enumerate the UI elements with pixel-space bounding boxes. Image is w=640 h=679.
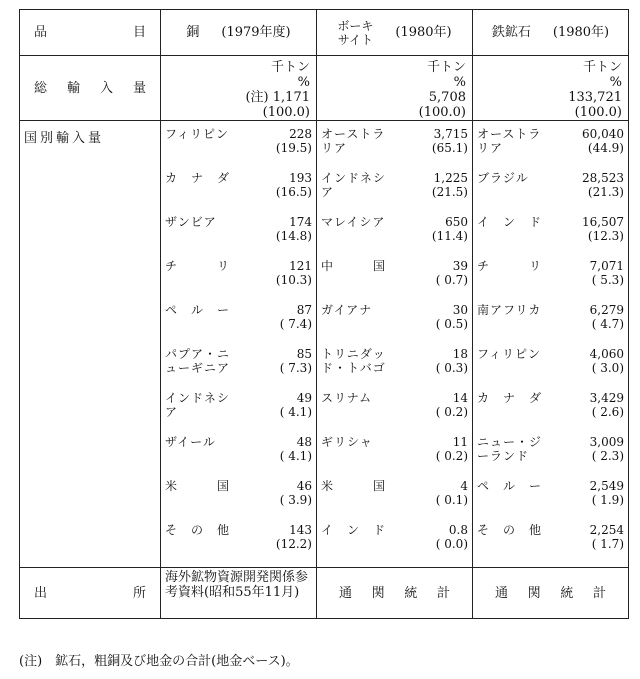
country-name <box>477 215 557 259</box>
country-pct: ( 3.0) <box>591 361 624 375</box>
header-item-char: 品 <box>34 25 48 40</box>
country-pct: ( 1.9) <box>591 493 624 507</box>
header-item <box>20 10 161 56</box>
country-value: 3,009 <box>589 435 624 449</box>
country-pct: ( 3.9) <box>279 493 312 507</box>
note-marker: (注) <box>245 90 269 105</box>
country-entry <box>161 215 316 259</box>
country-pct: ( 0.1) <box>435 493 468 507</box>
country-name <box>321 347 401 391</box>
country-pct: (65.1) <box>431 141 468 155</box>
country-value: 14 <box>452 391 468 405</box>
total-copper-value: 1,171 <box>272 90 310 105</box>
country-name <box>321 523 401 567</box>
country-value: 143 <box>289 523 312 537</box>
import-volume-table <box>19 9 629 619</box>
country-pct: ( 0.3) <box>435 361 468 375</box>
country-name <box>165 303 245 347</box>
header-row <box>20 10 629 56</box>
country-pct: ( 4.1) <box>279 449 312 463</box>
country-pct: ( 0.2) <box>435 405 468 419</box>
country-name-line1: イ ン ド <box>321 523 387 537</box>
country-name-line1: ギリシャ <box>321 435 373 449</box>
header-copper-year: (1979年度) <box>221 25 291 40</box>
source-iron-char: 統 <box>560 585 574 601</box>
country-value: 174 <box>289 215 312 229</box>
by-country-label-text: 国別輸入量 <box>24 131 105 146</box>
country-name <box>165 479 245 523</box>
country-name <box>477 391 557 435</box>
country-name-line1: パプア・ニ <box>165 347 231 361</box>
source-bauxite-char: 統 <box>404 585 418 601</box>
country-name <box>321 391 401 435</box>
country-entry <box>317 215 472 259</box>
source-row <box>20 568 629 619</box>
country-values <box>436 259 468 303</box>
total-label-char: 総 <box>34 80 48 96</box>
country-name <box>477 435 557 479</box>
country-values <box>276 259 312 303</box>
total-label-char: 入 <box>99 80 113 96</box>
country-name <box>321 259 401 303</box>
total-iron-pct: (100.0) <box>574 105 622 120</box>
country-value: 28,523 <box>582 171 624 185</box>
country-values <box>436 435 468 479</box>
header-iron-year: (1980年) <box>552 25 610 40</box>
country-name <box>165 391 245 435</box>
country-value: 1,225 <box>433 171 468 185</box>
country-pct: ( 0.5) <box>435 317 468 331</box>
country-name-line1: 米 国 <box>165 479 231 493</box>
total-bauxite-value: 5,708 <box>428 90 466 105</box>
country-name <box>165 523 245 567</box>
total-label <box>20 56 161 121</box>
country-name-line2: リア <box>321 141 348 155</box>
total-unit-pct: % <box>609 75 622 90</box>
country-name <box>321 303 401 347</box>
country-name-line2: ア <box>165 405 179 419</box>
total-label-char: 輸 <box>66 80 80 96</box>
country-name-line1: インドネシ <box>165 391 230 405</box>
country-pct: ( 0.0) <box>435 537 468 551</box>
country-name-line1: オーストラ <box>321 127 386 141</box>
country-entry <box>473 215 628 259</box>
country-values <box>590 523 624 567</box>
country-name <box>165 259 245 303</box>
country-name <box>321 215 401 259</box>
country-pct: ( 2.6) <box>591 405 624 419</box>
country-entry <box>317 347 472 391</box>
country-values <box>280 303 312 347</box>
country-entry <box>317 171 472 215</box>
country-entry <box>317 259 472 303</box>
country-value: 48 <box>296 435 312 449</box>
source-iron-char: 関 <box>527 585 541 601</box>
country-pct: ( 1.7) <box>591 537 624 551</box>
country-name <box>321 127 401 171</box>
country-values <box>432 171 468 215</box>
country-value: 193 <box>289 171 312 185</box>
country-value: 3,715 <box>433 127 468 141</box>
total-iron-value: 133,721 <box>568 90 622 105</box>
country-name-line1: ブラジル <box>477 171 529 185</box>
country-entry <box>473 127 628 171</box>
country-values <box>582 215 624 259</box>
country-values <box>280 435 312 479</box>
country-values <box>590 391 624 435</box>
country-value: 87 <box>296 303 312 317</box>
country-name-line1: 南アフリカ <box>477 303 542 317</box>
country-name <box>477 303 557 347</box>
country-entry <box>317 127 472 171</box>
country-pct: (19.5) <box>275 141 312 155</box>
source-copper-text: 海外鉱物資源開発関係参考資料(昭和55年11月) <box>165 570 309 600</box>
by-country-label <box>20 121 161 568</box>
header-copper-name: 銅 <box>186 25 200 40</box>
source-bauxite-char: 関 <box>371 585 385 601</box>
country-values <box>276 215 312 259</box>
country-pct: ( 7.3) <box>279 361 312 375</box>
country-value: 49 <box>296 391 312 405</box>
country-pct: ( 0.2) <box>435 449 468 463</box>
header-bauxite-year: (1980年) <box>395 25 452 40</box>
country-name-line1: トリニダッ <box>321 347 386 361</box>
country-pct: ( 4.1) <box>279 405 312 419</box>
country-entry <box>317 523 472 567</box>
source-label <box>20 568 161 619</box>
country-name-line1: カ ナ ダ <box>165 171 231 185</box>
country-pct: (21.5) <box>431 185 468 199</box>
country-values <box>276 127 312 171</box>
country-pct: ( 7.4) <box>279 317 312 331</box>
country-value: 2,549 <box>589 479 624 493</box>
total-unit: 千トン <box>582 60 622 75</box>
source-bauxite <box>317 568 473 619</box>
source-iron-char: 計 <box>592 585 606 601</box>
by-country-row <box>20 121 629 568</box>
header-iron-name: 鉄鉱石 <box>491 25 531 40</box>
country-value: 11 <box>452 435 468 449</box>
country-name-line1: フィリピン <box>165 127 230 141</box>
country-values <box>436 303 468 347</box>
country-value: 18 <box>452 347 468 361</box>
country-name-line1: 米 国 <box>321 479 387 493</box>
country-value: 7,071 <box>589 259 624 273</box>
country-name <box>321 435 401 479</box>
country-entry <box>161 171 316 215</box>
country-entry <box>161 259 316 303</box>
country-pct: (16.5) <box>275 185 312 199</box>
country-pct: (12.3) <box>587 229 624 243</box>
country-pct: (44.9) <box>587 141 624 155</box>
country-values <box>276 171 312 215</box>
country-values <box>436 523 468 567</box>
country-value: 121 <box>289 259 312 273</box>
country-values <box>276 523 312 567</box>
country-value: 6,279 <box>589 303 624 317</box>
source-bauxite-char: 計 <box>436 585 450 601</box>
country-value: 228 <box>289 127 312 141</box>
header-bauxite-name2: サイト <box>337 32 373 47</box>
country-values <box>436 347 468 391</box>
header-item-char: 目 <box>132 25 146 40</box>
country-name-line2: リア <box>477 141 504 155</box>
country-values <box>432 215 468 259</box>
country-entry <box>161 523 316 567</box>
country-name <box>477 259 557 303</box>
country-name-line2: ア <box>321 185 335 199</box>
source-label-char: 所 <box>132 585 146 601</box>
country-values <box>590 347 624 391</box>
bauxite-country-list <box>317 121 473 568</box>
country-entry <box>317 435 472 479</box>
country-entry <box>473 347 628 391</box>
country-entry <box>161 347 316 391</box>
country-name <box>165 435 245 479</box>
country-name-line1: ペ ル ー <box>165 303 231 317</box>
country-pct: ( 0.7) <box>435 273 468 287</box>
country-entry <box>317 391 472 435</box>
country-name-line1: オーストラ <box>477 127 542 141</box>
footnote: (注) 鉱石，粗銅及び地金の合計(地金ベース)。 <box>19 654 299 669</box>
country-name-line1: ザイール <box>165 435 216 449</box>
country-values <box>280 391 312 435</box>
total-iron <box>473 56 629 121</box>
country-entry <box>473 391 628 435</box>
header-copper <box>161 10 317 56</box>
country-entry <box>161 303 316 347</box>
country-pct: ( 4.7) <box>591 317 624 331</box>
country-pct: (11.4) <box>431 229 468 243</box>
country-value: 16,507 <box>582 215 624 229</box>
country-entry <box>473 479 628 523</box>
country-value: 46 <box>296 479 312 493</box>
iron-country-list <box>473 121 629 568</box>
country-name-line1: チ リ <box>477 259 543 273</box>
country-values <box>590 435 624 479</box>
country-values <box>590 259 624 303</box>
total-copper-pct: (100.0) <box>262 105 310 120</box>
country-name <box>477 347 557 391</box>
country-entry <box>317 303 472 347</box>
total-bauxite-pct: (100.0) <box>418 105 466 120</box>
country-entry <box>161 127 316 171</box>
country-value: 39 <box>452 259 468 273</box>
country-name <box>165 215 245 259</box>
country-value: 85 <box>296 347 312 361</box>
country-name <box>477 171 557 215</box>
country-name <box>477 127 557 171</box>
country-name-line1: インドネシ <box>321 171 386 185</box>
country-name-line1: カ ナ ダ <box>477 391 543 405</box>
country-value: 30 <box>452 303 468 317</box>
country-name <box>165 127 245 171</box>
country-values <box>432 127 468 171</box>
total-unit-pct: % <box>453 75 466 90</box>
country-values <box>280 479 312 523</box>
country-values <box>590 303 624 347</box>
country-entry <box>473 171 628 215</box>
country-name-line1: ペ ル ー <box>477 479 543 493</box>
country-pct: (12.2) <box>275 537 312 551</box>
country-value: 0.8 <box>448 523 468 537</box>
country-value: 60,040 <box>582 127 624 141</box>
country-name-line1: そ の 他 <box>165 523 231 537</box>
source-iron <box>473 568 629 619</box>
header-iron <box>473 10 629 56</box>
country-entry <box>161 391 316 435</box>
country-name-line1: スリナム <box>321 391 373 405</box>
country-value: 650 <box>445 215 468 229</box>
country-value: 2,254 <box>589 523 624 537</box>
copper-country-list <box>161 121 317 568</box>
country-name <box>321 171 401 215</box>
total-copper <box>161 56 317 121</box>
country-name <box>165 171 245 215</box>
header-bauxite <box>317 10 473 56</box>
country-values <box>436 479 468 523</box>
country-name <box>477 479 557 523</box>
country-value: 4 <box>460 479 468 493</box>
country-entry <box>161 435 316 479</box>
total-unit: 千トン <box>270 60 310 75</box>
country-name-line2: ーランド <box>477 449 530 463</box>
country-name <box>321 479 401 523</box>
country-entry <box>473 303 628 347</box>
country-entry <box>317 479 472 523</box>
country-pct: ( 2.3) <box>591 449 624 463</box>
source-copper <box>161 568 317 619</box>
country-values <box>436 391 468 435</box>
country-value: 4,060 <box>589 347 624 361</box>
country-name <box>165 347 245 391</box>
country-name-line2: ド・トバゴ <box>321 361 386 375</box>
country-entry <box>473 435 628 479</box>
country-values <box>280 347 312 391</box>
total-unit: 千トン <box>426 60 466 75</box>
source-label-char: 出 <box>34 585 48 601</box>
country-name-line2: ューギニア <box>165 361 231 375</box>
country-value: 3,429 <box>589 391 624 405</box>
country-values <box>582 127 624 171</box>
country-pct: (14.8) <box>275 229 312 243</box>
total-row <box>20 56 629 121</box>
country-name-line1: そ の 他 <box>477 523 543 537</box>
country-name-line1: ガイアナ <box>321 303 373 317</box>
country-entry <box>161 479 316 523</box>
total-unit-pct: % <box>297 75 310 90</box>
country-entry <box>473 259 628 303</box>
country-pct: (10.3) <box>275 273 312 287</box>
source-iron-char: 通 <box>495 585 509 601</box>
total-label-char: 量 <box>132 80 146 96</box>
country-name <box>477 523 557 567</box>
country-values <box>582 171 624 215</box>
country-name-line1: ザンビア <box>165 215 217 229</box>
country-name-line1: フィリピン <box>477 347 542 361</box>
header-bauxite-name1: ボーキ <box>337 18 374 33</box>
country-name-line1: ニュー・ジ <box>477 435 543 449</box>
country-name-line1: マレイシア <box>321 215 386 229</box>
source-bauxite-char: 通 <box>339 585 353 601</box>
country-pct: ( 5.3) <box>591 273 624 287</box>
country-name-line1: 中 国 <box>321 259 387 273</box>
country-name-line1: イ ン ド <box>477 215 543 229</box>
country-pct: (21.3) <box>587 185 624 199</box>
country-name-line1: チ リ <box>165 259 231 273</box>
country-values <box>590 479 624 523</box>
total-bauxite <box>317 56 473 121</box>
country-entry <box>473 523 628 567</box>
